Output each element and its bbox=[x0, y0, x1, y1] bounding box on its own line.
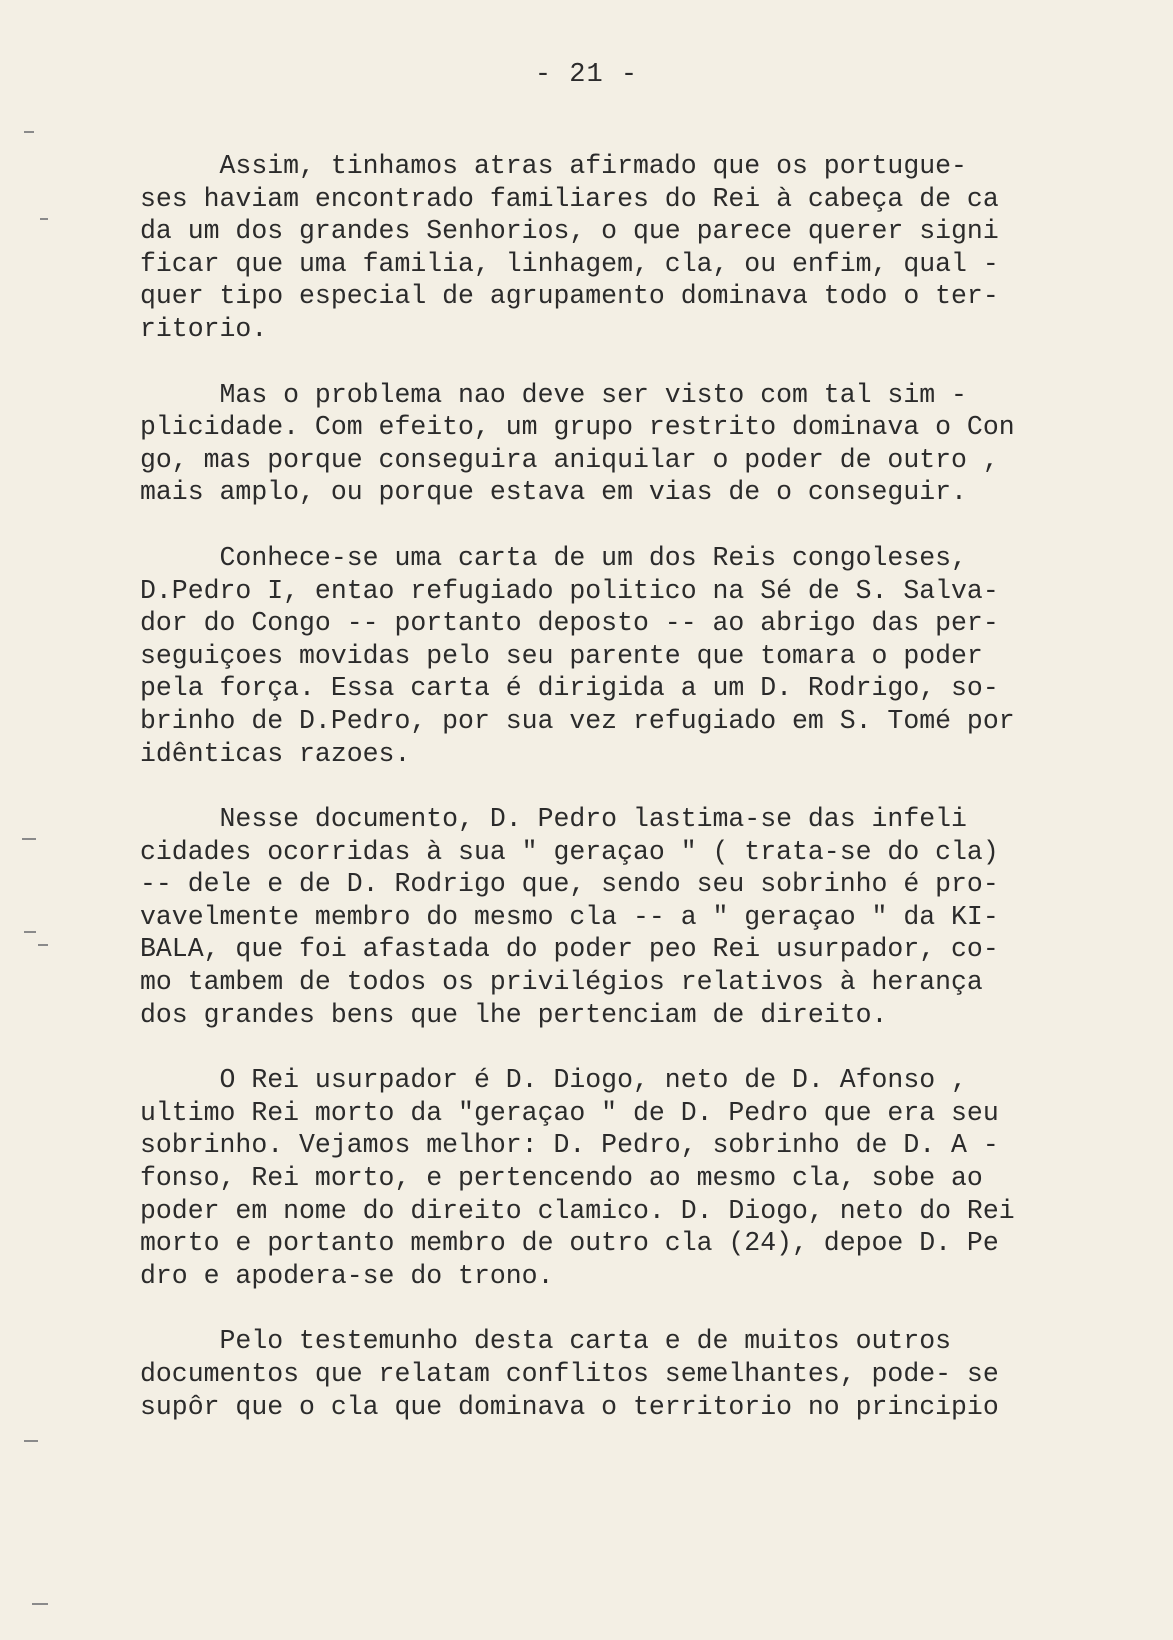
margin-mark bbox=[40, 218, 48, 220]
text-line: da um dos grandes Senhorios, o que parece querer signi bbox=[140, 216, 999, 247]
text-line: -- dele e de D. Rodrigo que, sendo seu sobrinho é pro- bbox=[140, 869, 999, 900]
text-line: supôr que o cla que dominava o territorio no principio bbox=[140, 1391, 999, 1422]
text-line: dor do Congo -- portanto deposto -- ao abrigo das per- bbox=[140, 608, 999, 639]
text-line: O Rei usurpador é D. Diogo, neto de D. Afonso , bbox=[140, 1065, 967, 1096]
margin-mark bbox=[32, 1603, 48, 1605]
text-line: vavelmente membro do mesmo cla -- a " geraçao " da KI- bbox=[140, 901, 999, 932]
text-line: fonso, Rei morto, e pertencendo ao mesmo cla, sobe ao bbox=[140, 1163, 983, 1194]
text-line: BALA, que foi afastada do poder peo Rei usurpador, co- bbox=[140, 934, 999, 965]
text-line: go, mas porque conseguira aniquilar o poder de outro , bbox=[140, 444, 999, 475]
text-line: quer tipo especial de agrupamento dominava todo o ter- bbox=[140, 281, 999, 312]
text-line: ses haviam encontrado familiares do Rei à cabeça de ca bbox=[140, 183, 999, 214]
text-line: mais amplo, ou porque estava em vias de o conseguir. bbox=[140, 477, 967, 508]
text-line: dro e apodera-se do trono. bbox=[140, 1260, 554, 1291]
margin-mark bbox=[24, 1440, 38, 1442]
text-line: pela força. Essa carta é dirigida a um D. Rodrigo, so- bbox=[140, 673, 999, 704]
paragraph bbox=[140, 803, 1060, 1031]
text-line: idênticas razoes. bbox=[140, 738, 411, 769]
text-line: mo tambem de todos os privilégios relativos à herança bbox=[140, 967, 983, 998]
margin-marks bbox=[18, 0, 58, 1640]
body-text bbox=[140, 150, 1060, 1456]
text-line: ritorio. bbox=[140, 313, 268, 344]
margin-mark bbox=[38, 944, 48, 946]
page-number: - 21 - bbox=[534, 60, 639, 90]
margin-mark bbox=[22, 838, 36, 840]
text-line: brinho de D.Pedro, por sua vez refugiado em S. Tomé por bbox=[140, 705, 1015, 736]
text-line: seguiçoes movidas pelo seu parente que tomara o poder bbox=[140, 640, 983, 671]
text-line: sobrinho. Vejamos melhor: D. Pedro, sobrinho de D. A - bbox=[140, 1130, 999, 1161]
text-line: Conhece-se uma carta de um dos Reis congoleses, bbox=[140, 542, 967, 573]
text-line: Nesse documento, D. Pedro lastima-se das infeli bbox=[140, 804, 967, 835]
paragraph bbox=[140, 1325, 1060, 1423]
text-line: Mas o problema nao deve ser visto com tal sim - bbox=[140, 379, 967, 410]
margin-mark bbox=[24, 131, 34, 133]
text-line: poder em nome do direito clamico. D. Diogo, neto do Rei bbox=[140, 1195, 1015, 1226]
text-line: ultimo Rei morto da "geraçao " de D. Pedro que era seu bbox=[140, 1097, 999, 1128]
text-line: ficar que uma familia, linhagem, cla, ou enfim, qual - bbox=[140, 248, 999, 279]
text-line: Pelo testemunho desta carta e de muitos outros bbox=[140, 1326, 952, 1357]
text-line: cidades ocorridas à sua " geraçao " ( trata-se do cla) bbox=[140, 836, 999, 867]
paragraph bbox=[140, 379, 1060, 509]
paragraph bbox=[140, 1064, 1060, 1292]
text-line: D.Pedro I, entao refugiado politico na Sé de S. Salva- bbox=[140, 575, 999, 606]
text-line: Assim, tinhamos atras afirmado que os portugue- bbox=[140, 151, 967, 181]
text-line: documentos que relatam conflitos semelhantes, pode- se bbox=[140, 1359, 999, 1389]
text-line: morto e portanto membro de outro cla (24), depoe D. Pe bbox=[140, 1228, 999, 1259]
text-line: plicidade. Com efeito, um grupo restrito dominava o Con bbox=[140, 412, 1015, 443]
text-line: dos grandes bens que lhe pertenciam de direito. bbox=[140, 999, 888, 1030]
paragraph bbox=[140, 150, 1060, 346]
paragraph bbox=[140, 542, 1060, 770]
margin-mark bbox=[24, 931, 36, 933]
